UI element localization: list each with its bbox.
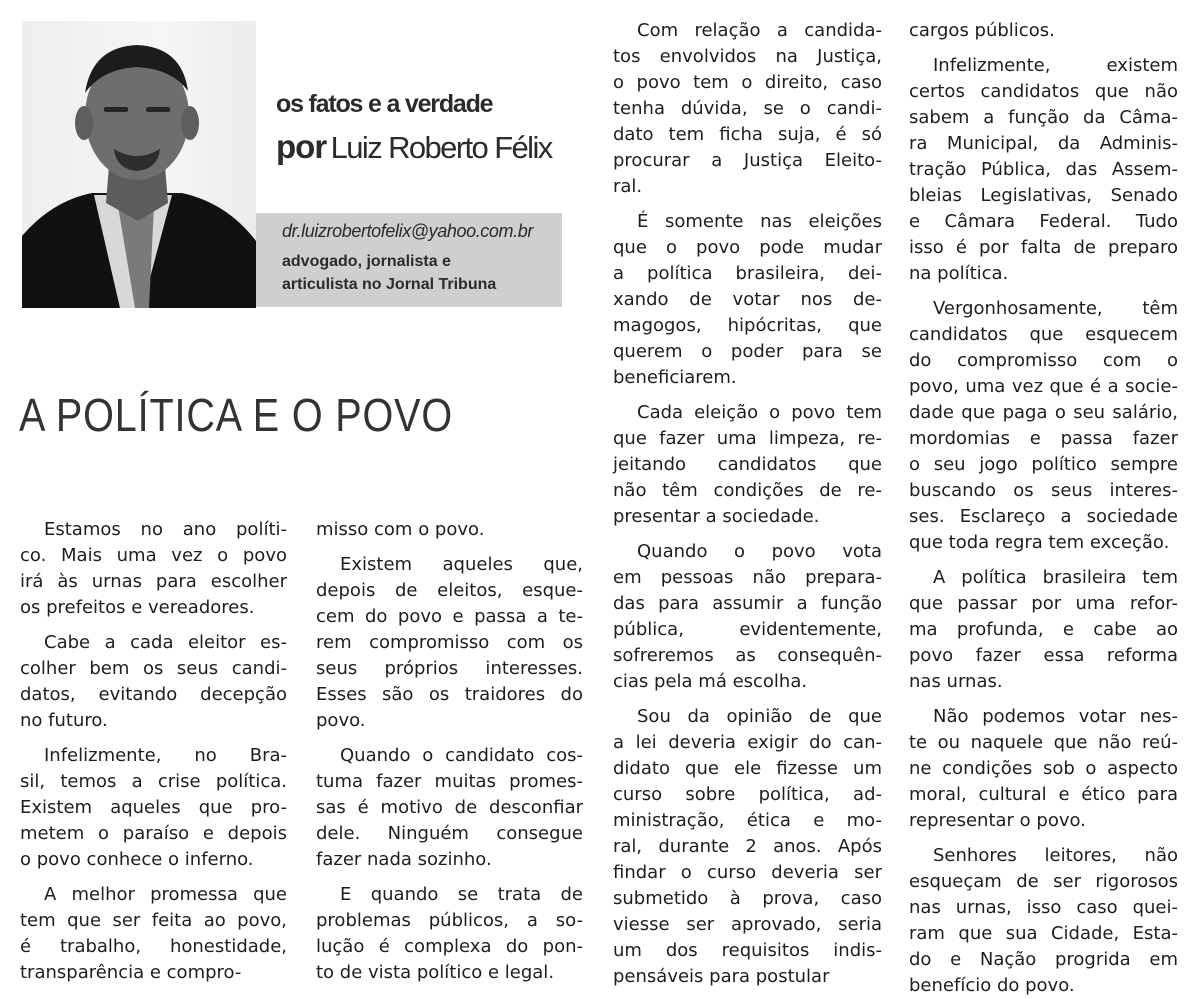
byline-prefix: por [276,128,327,165]
text-line: moral, cultural e ético para [909,784,1178,805]
text-line: nas urnas, isso caso quei- [909,897,1178,918]
text-line: Não podemos votar nes- [933,706,1178,727]
byline [276,128,552,166]
author-role-line: articulista no Jornal Tribuna [282,276,497,293]
text-line: Senhores leitores, não [933,845,1178,866]
text-line: que passar por uma refor- [909,593,1178,614]
author-photo [22,21,256,308]
text-line: Existem aqueles que, [340,554,583,575]
author-role-line: advogado, jornalista e [282,253,451,270]
paragraph [909,704,1178,834]
paragraph [20,882,287,986]
text-line: o seu jogo político sempre [909,454,1178,475]
author-email: dr.luizrobertofelix@yahoo.com.br [282,221,533,241]
text-line: ral, durante 2 anos. Após [613,836,882,857]
text-line: representar o povo. [909,810,1086,831]
paragraph [909,18,1178,44]
text-line: to de vista político e legal. [316,962,555,983]
article-column-2 [316,517,583,986]
text-line: querem o poder para se [613,341,882,362]
text-line: A política brasileira tem [933,567,1178,588]
paragraph [316,552,583,734]
text-line: um dos requisitos indis- [613,940,882,961]
text-line: ral. [613,176,643,197]
text-line: povo fazer essa reforma [909,645,1178,666]
text-line: findar o curso deveria ser [613,862,882,883]
text-line: ram que sua Cidade, Esta- [909,923,1178,944]
text-line: é trabalho, honestidade, [20,936,287,957]
text-line: cias pela má escolha. [613,671,808,692]
text-line: beneficiarem. [613,367,737,388]
text-line: buscando os seus interes- [909,480,1178,501]
text-line: ra Municipal, da Adminis- [909,133,1178,154]
text-line: sil, temos a crise política. [20,771,287,792]
text-line: dele. Ninguém consegue [316,823,583,844]
text-line: É somente nas eleições [637,211,882,232]
text-line: transparência e compro- [20,962,242,983]
text-line: curso sobre política, ad- [613,784,882,805]
text-line: co. Mais uma vez o povo [20,545,287,566]
text-line: a lei deveria exigir do can- [613,732,882,753]
text-line: rem compromisso com os [316,632,583,653]
text-line: isso é por falta de preparo [909,237,1178,258]
text-line: os prefeitos e vereadores. [20,597,255,618]
text-line: fazer nada sozinho. [316,849,492,870]
author-name: Luiz Roberto Félix [330,130,552,165]
text-line: Cada eleição o povo tem [637,402,882,423]
text-line: Cabe a cada eleitor es- [44,632,287,653]
text-line: seus próprios interesses. [316,658,583,679]
text-line: ses. Esclareço a sociedade [909,506,1178,527]
article-column-3 [613,18,882,990]
text-line: a política brasileira, dei- [613,263,882,284]
text-line: lução é complexa do pon- [316,936,583,957]
text-line: dato tem ficha suja, é só [613,124,882,145]
article-column-1 [20,517,287,986]
text-line: certos candidatos que não [909,81,1178,102]
text-line: das para assumir a função [613,593,882,614]
text-line: irá às urnas para escolher [20,571,287,592]
text-line: o povo tem o direito, caso [613,72,882,93]
text-line: te ou naquele que não reú- [909,732,1178,753]
paragraph [613,18,882,200]
text-line: xando de votar nos de- [613,289,882,310]
paragraph [20,743,287,873]
text-line: dade que paga o seu salário, [909,402,1178,423]
paragraph [613,539,882,695]
text-line: E quando se trata de [340,884,583,905]
text-line: o povo conhece o inferno. [20,849,254,870]
paragraph [316,882,583,986]
text-line: Estamos no ano políti- [44,519,287,540]
column-kicker: os fatos e a verdade [276,90,493,118]
text-line: Vergonhosamente, têm [933,298,1178,319]
text-line: e Câmara Federal. Tudo [909,211,1178,232]
text-line: cargos públicos. [909,20,1055,41]
text-line: candidatos que esquecem [909,324,1178,345]
paragraph [316,517,583,543]
text-line: ministração, ética e mo- [613,810,882,831]
text-line: em pessoas não prepara- [613,567,882,588]
text-line: Com relação a candida- [637,20,882,41]
text-line: que o povo pode mudar [613,237,882,258]
text-line: tem que ser feita ao povo, [20,910,287,931]
text-line: bleias Legislativas, Senado [909,185,1178,206]
paragraph [613,400,882,530]
text-line: magogos, hipócritas, que [613,315,882,336]
text-line: do e Nação progrida em [909,949,1178,970]
text-line: nas urnas. [909,671,1003,692]
text-line: procurar a Justiça Eleito- [613,150,882,171]
text-line: que toda regra tem exceção. [909,532,1170,553]
text-line: presentar a sociedade. [613,506,820,527]
text-line: didato que ele fizesse um [613,758,882,779]
text-line: ne condições sob o aspecto [909,758,1178,779]
text-line: tos envolvidos na Justiça, [613,46,882,67]
paragraph [909,565,1178,695]
paragraph [909,843,1178,999]
text-line: A melhor promessa que [44,884,287,905]
text-line: sofreremos as consequên- [613,645,882,666]
text-line: Infelizmente, existem [933,55,1178,76]
text-line: na política. [909,263,1009,284]
paragraph [909,296,1178,556]
text-line: pensáveis para postular [613,966,830,987]
text-line: mordomias e passa fazer [909,428,1178,449]
text-line: tração Pública, das Assem- [909,159,1178,180]
author-info-box [256,213,562,307]
text-line: Sou da opinião de que [637,706,882,727]
text-line: sabem a função da Câma- [909,107,1178,128]
text-line: ma profunda, e cabe ao [909,619,1178,640]
text-line: Existem aqueles que pro- [20,797,287,818]
paragraph [20,517,287,621]
text-line: benefício do povo. [909,975,1075,996]
author-role [282,250,562,296]
text-line: não têm condições de re- [613,480,882,501]
text-line: cem do povo e passa a te- [316,606,583,627]
text-line: no futuro. [20,710,108,731]
text-line: Quando o candidato cos- [340,745,583,766]
text-line: depois de eleitos, esque- [316,580,583,601]
text-line: sas é motivo de desconfiar [316,797,583,818]
paragraph [909,53,1178,287]
text-line: submetido à prova, caso [613,888,882,909]
article-headline: A POLÍTICA E O POVO [19,389,454,441]
article-column-4 [909,18,1178,999]
text-line: Infelizmente, no Bra- [44,745,287,766]
text-line: metem o paraíso e depois [20,823,287,844]
text-line: do compromisso com o [909,350,1178,371]
text-line: jeitando candidatos que [613,454,882,475]
text-line: pública, evidentemente, [613,619,882,640]
text-line: datos, evitando decepção [20,684,287,705]
text-line: Esses são os traidores do [316,684,583,705]
text-line: Quando o povo vota [637,541,882,562]
paragraph [613,209,882,391]
text-line: misso com o povo. [316,519,485,540]
text-line: povo, uma vez que é a socie- [909,376,1178,397]
paragraph [20,630,287,734]
text-line: viesse ser aprovado, seria [613,914,882,935]
text-line: que fazer uma limpeza, re- [613,428,882,449]
paragraph [316,743,583,873]
text-line: esqueçam de ser rigorosos [909,871,1178,892]
text-line: povo. [316,710,366,731]
text-line: tenha dúvida, se o candi- [613,98,882,119]
text-line: tuma fazer muitas promes- [316,771,583,792]
paragraph [613,704,882,990]
text-line: problemas públicos, a so- [316,910,583,931]
text-line: colher bem os seus candi- [20,658,287,679]
